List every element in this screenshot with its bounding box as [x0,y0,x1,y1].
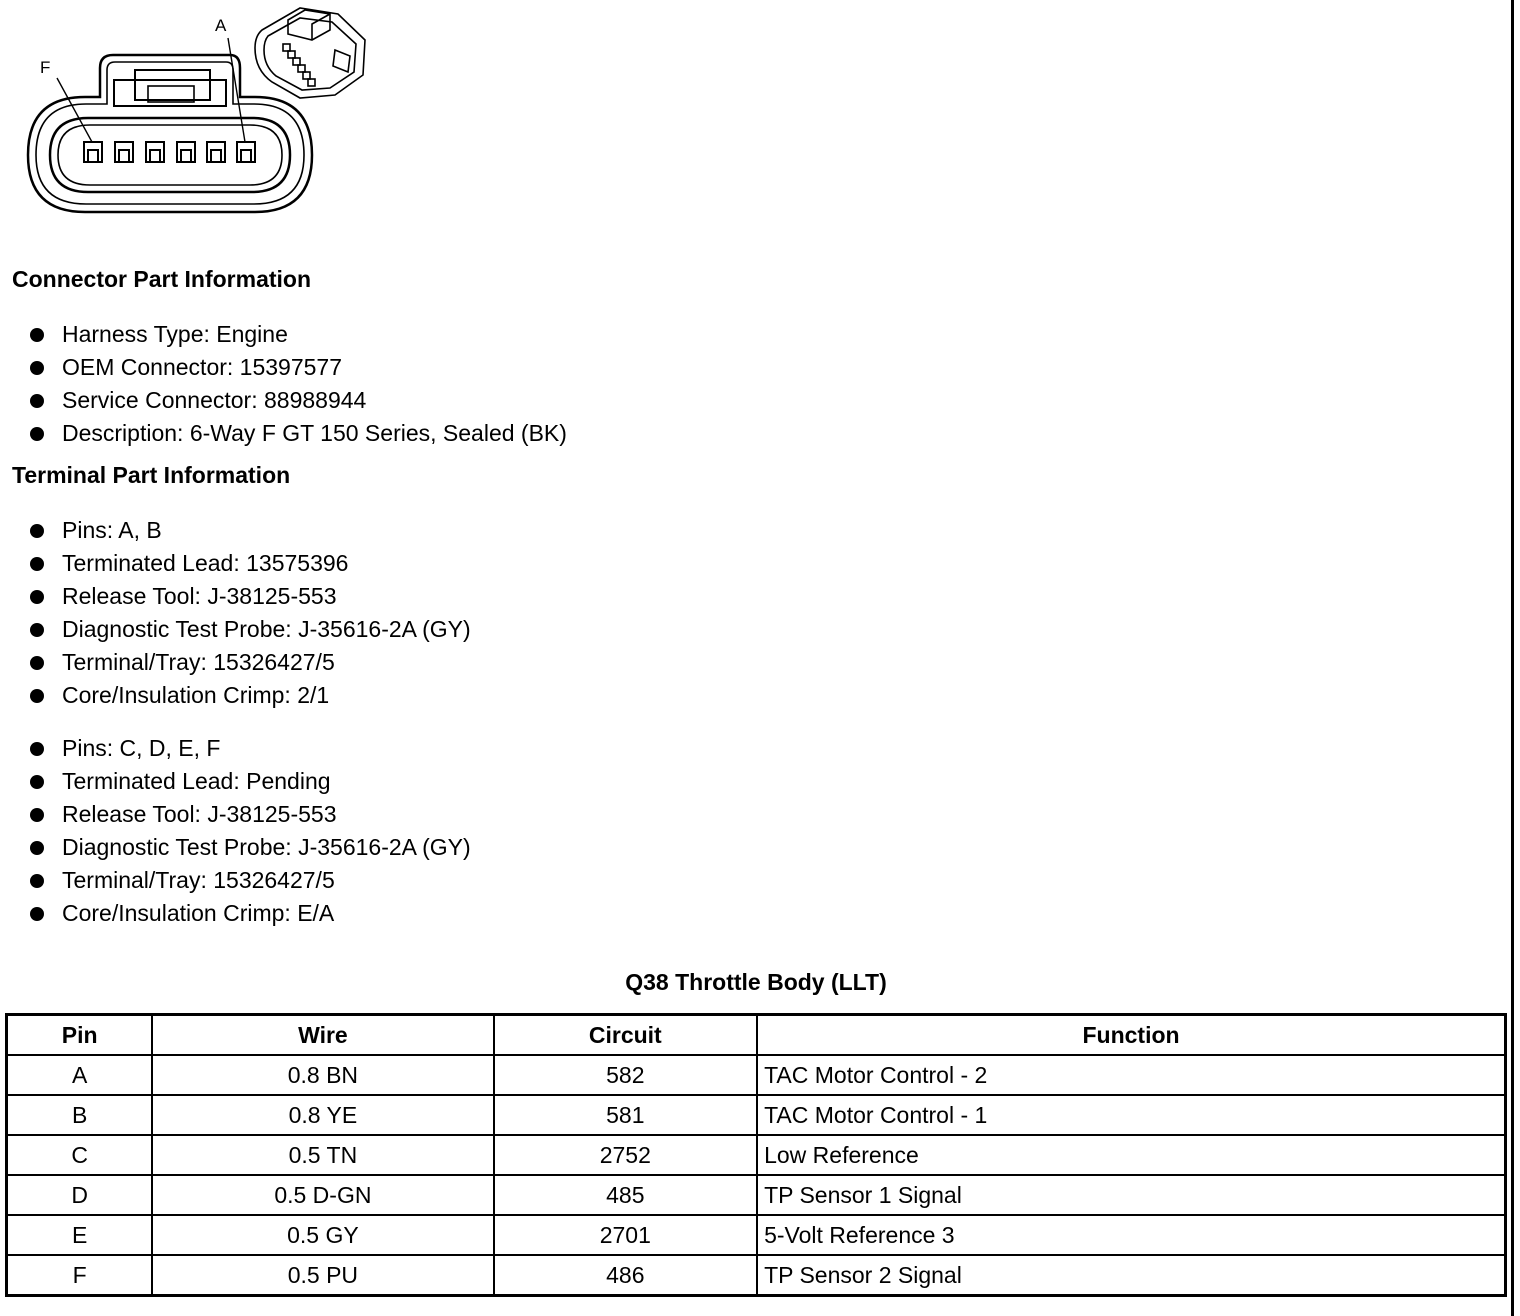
cell-wire: 0.5 PU [152,1255,493,1296]
header-function: Function [757,1015,1505,1056]
cell-circuit: 2752 [494,1135,758,1175]
list-item: Release Tool: J-38125-553 [28,798,471,831]
list-item: Terminal/Tray: 15326427/5 [28,864,471,897]
cell-function: TAC Motor Control - 2 [757,1055,1505,1095]
terminal-group-1-list [28,514,471,712]
connector-part-heading: Connector Part Information [12,266,312,292]
cell-pin: F [7,1255,153,1296]
table-title: Q38 Throttle Body (LLT) [625,969,887,995]
table-header-row [7,1015,1506,1056]
list-item: Pins: C, D, E, F [28,732,471,765]
cell-wire: 0.5 TN [152,1135,493,1175]
cell-function: TP Sensor 2 Signal [757,1255,1505,1296]
pin-label-f: F [40,58,51,77]
list-item: OEM Connector: 15397577 [28,351,567,384]
cell-pin: E [7,1215,153,1255]
list-item: Diagnostic Test Probe: J-35616-2A (GY) [28,613,471,646]
terminal-part-heading: Terminal Part Information [12,462,291,488]
cell-wire: 0.5 D-GN [152,1175,493,1215]
list-item: Core/Insulation Crimp: 2/1 [28,679,471,712]
list-item: Release Tool: J-38125-553 [28,580,471,613]
cell-circuit: 486 [494,1255,758,1296]
cell-pin: C [7,1135,153,1175]
cell-function: 5-Volt Reference 3 [757,1215,1505,1255]
header-wire: Wire [152,1015,493,1056]
header-pin: Pin [7,1015,153,1056]
cell-wire: 0.8 BN [152,1055,493,1095]
list-item: Harness Type: Engine [28,318,567,351]
cell-pin: B [7,1095,153,1135]
cell-circuit: 581 [494,1095,758,1135]
list-item: Description: 6-Way F GT 150 Series, Sealed (BK) [28,417,567,450]
table-row [7,1055,1506,1095]
cell-circuit: 485 [494,1175,758,1215]
list-item: Service Connector: 88988944 [28,384,567,417]
table-row [7,1135,1506,1175]
cell-circuit: 582 [494,1055,758,1095]
cell-function: TAC Motor Control - 1 [757,1095,1505,1135]
table-row [7,1215,1506,1255]
cell-function: Low Reference [757,1135,1505,1175]
cell-wire: 0.5 GY [152,1215,493,1255]
list-item: Core/Insulation Crimp: E/A [28,897,471,930]
list-item: Terminated Lead: 13575396 [28,547,471,580]
pin-label-a: A [215,16,227,35]
cell-pin: A [7,1055,153,1095]
pinout-table [5,1013,1507,1297]
terminal-group-2-list [28,732,471,930]
header-circuit: Circuit [494,1015,758,1056]
list-item: Terminal/Tray: 15326427/5 [28,646,471,679]
list-item: Terminated Lead: Pending [28,765,471,798]
cell-circuit: 2701 [494,1215,758,1255]
list-item: Diagnostic Test Probe: J-35616-2A (GY) [28,831,471,864]
list-item: Pins: A, B [28,514,471,547]
connector-part-list [28,318,567,450]
page-right-border [1511,0,1514,1316]
connector-face-diagram [0,0,420,230]
cell-function: TP Sensor 1 Signal [757,1175,1505,1215]
table-row [7,1095,1506,1135]
cell-wire: 0.8 YE [152,1095,493,1135]
table-row [7,1255,1506,1296]
table-row [7,1175,1506,1215]
cell-pin: D [7,1175,153,1215]
